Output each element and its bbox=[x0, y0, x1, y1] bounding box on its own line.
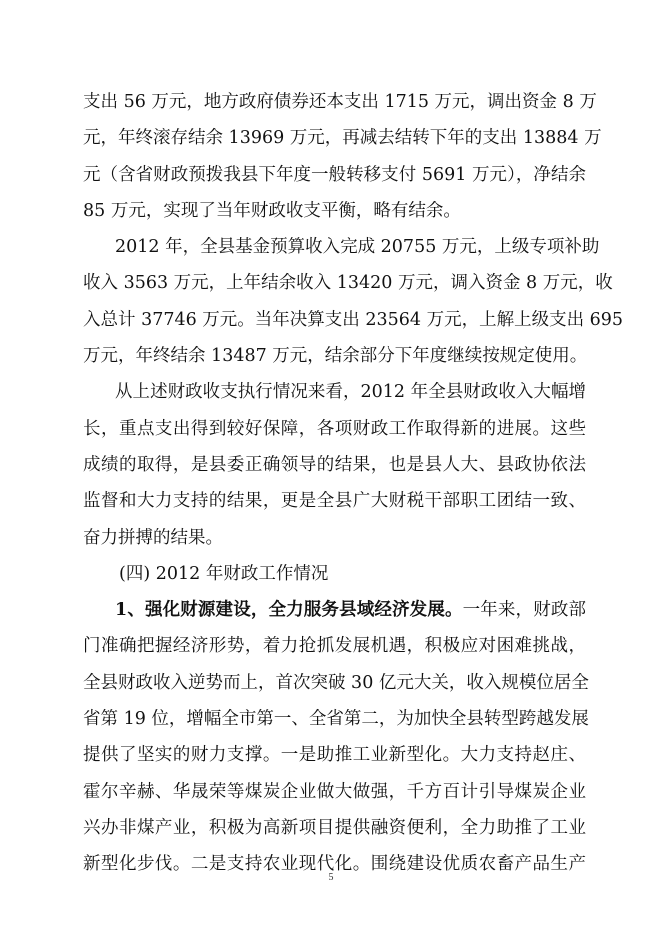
page-number: 5 bbox=[328, 872, 334, 883]
text-line: 全县财政收入逆势而上，首次突破 30 亿元大关，收入规模位居全 bbox=[83, 672, 589, 693]
text-line: 兴办非煤产业，积极为高新项目提供融资便利，全力助推了工业 bbox=[83, 817, 586, 838]
text-line bbox=[83, 592, 586, 628]
text-line: 长，重点支出得到较好保障，各项财政工作取得新的进展。这些 bbox=[83, 418, 586, 439]
text-line: 支出 56 万元，地方政府债券还本支出 1715 万元，调出资金 8 万 bbox=[83, 92, 597, 112]
text-line: 万元，年终结余 13487 万元，结余部分下年度继续按规定使用。 bbox=[83, 346, 588, 367]
bold-lead-heading: 1、强化财源建设，全力服务县域经济发展。 bbox=[115, 600, 463, 621]
section-heading: (四) 2012 年财政工作情况 bbox=[119, 563, 329, 584]
document-body bbox=[83, 84, 624, 883]
text-line: 奋力拼搏的结果。 bbox=[83, 527, 223, 548]
text-line: 监督和大力支持的结果，更是全县广大财税干部职工团结一致、 bbox=[83, 491, 586, 512]
text-line: 省第 19 位，增幅全市第一、全省第二，为加快全县转型跨越发展 bbox=[83, 709, 589, 730]
text-line: 门准确把握经济形势，着力抢抓发展机遇，积极应对困难挑战， bbox=[83, 636, 586, 657]
text-line: 成绩的取得，是县委正确领导的结果，也是县人大、县政协依法 bbox=[83, 454, 586, 475]
text-line: 元（含省财政预拨我县下年度一般转移支付 5691 万元），净结余 bbox=[83, 164, 586, 185]
text-line: 85 万元，实现了当年财政收支平衡，略有结余。 bbox=[83, 200, 461, 221]
text-line: 收入 3563 万元，上年结余收入 13420 万元，调入资金 8 万元，收 bbox=[83, 273, 613, 294]
text-line: 入总计 37746 万元。当年决算支出 23564 万元，上解上级支出 695 bbox=[83, 309, 624, 330]
text-line: 霍尔辛赫、华晟荣等煤炭企业做大做强，千方百计引导煤炭企业 bbox=[83, 781, 586, 802]
text-line: 提供了坚实的财力支撑。一是助推工业新型化。大力支持赵庄、 bbox=[83, 745, 586, 766]
text-line: 新型化步伐。二是支持农业现代化。围绕建设优质农畜产品生产 bbox=[83, 854, 586, 875]
text-line: 元，年终滚存结余 13969 万元，再减去结转下年的支出 13884 万 bbox=[83, 128, 602, 149]
text-line: 从上述财政收支执行情况来看，2012 年全县财政收入大幅增 bbox=[115, 382, 586, 403]
text-line-continuation: 一年来，财政部 bbox=[462, 600, 586, 621]
text-line: 2012 年，全县基金预算收入完成 20755 万元，上级专项补助 bbox=[115, 237, 600, 258]
